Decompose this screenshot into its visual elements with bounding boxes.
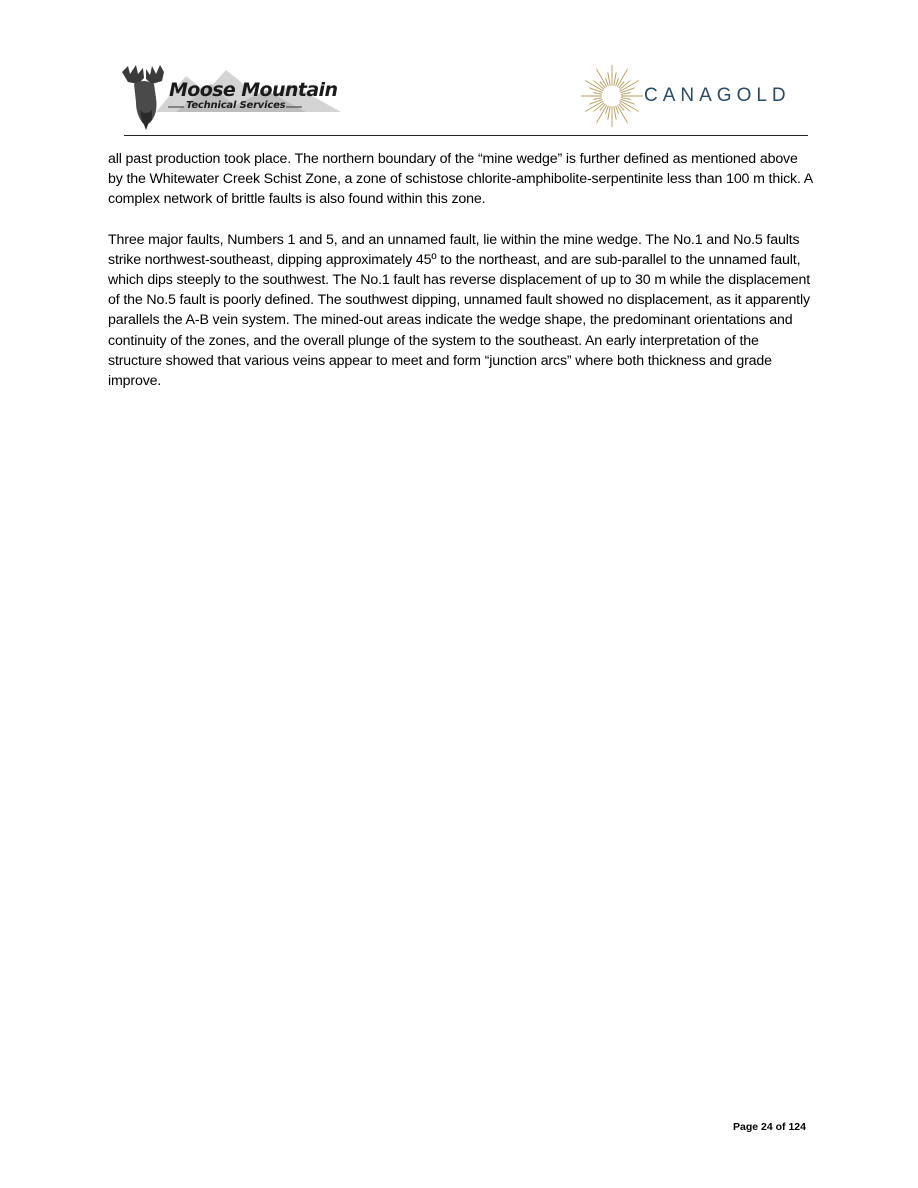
- header-divider: [124, 135, 808, 136]
- moose-mountain-tagline: Technical Services: [186, 100, 286, 111]
- canagold-wordmark: CANAGOLD: [644, 85, 791, 106]
- body-text: [108, 149, 814, 411]
- canagold-logo: [580, 62, 810, 132]
- paragraph-1: all past production took place. The northern boundary of the “mine wedge” is further defined as mentioned above by the Whitewater Creek Schist Zone, a zone of schistose chlorite-amphibolite-serpentinite less than 100 m thick. A complex network of brittle faults is also found within this zone.: [108, 151, 813, 208]
- moose-mountain-wordmark: Moose Mountain: [169, 79, 338, 101]
- moose-mountain-logo: [116, 62, 346, 130]
- paragraph-2: Three major faults, Numbers 1 and 5, and an unnamed fault, lie within the mine wedge. The No.1 and No.5 faults strike northwest-southeast, dipping approximately 45º to the northeast, and are sub-parallel to the unnamed fault, which dips steeply to the southwest. The No.1 fault has reverse displacement of up to 30 m while the displacement of the No.5 fault is poorly defined. The southwest dipping, unnamed fault showed no displacement, as it apparently parallels the A-B vein system. The mined-out areas indicate the wedge shape, the predominant orientations and continuity of the zones, and the overall plunge of the system to the southeast. An early interpretation of the structure showed that various veins appear to meet and form “junction arcs” where both thickness and grade improve.: [108, 231, 811, 390]
- sunburst-icon: [580, 62, 644, 132]
- page-number: Page 24 of 124: [733, 1121, 806, 1133]
